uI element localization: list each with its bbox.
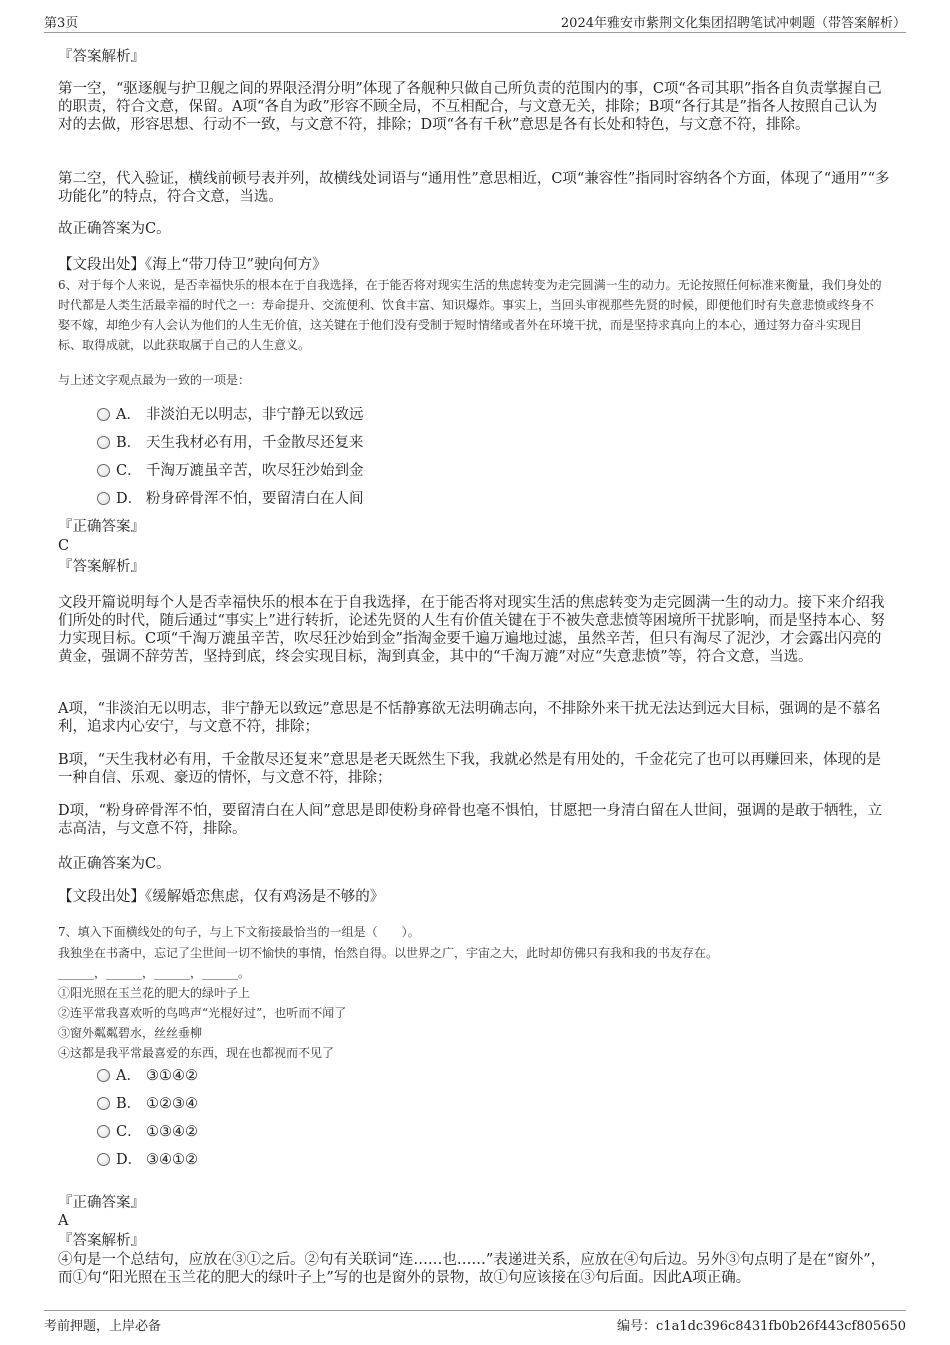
sentence-2: ②连平常我喜欢听的鸟鸣声“光棍好过”，也听而不闻了 — [58, 1006, 347, 1020]
analysis-paragraph: 第二空，代入验证，横线前顿号表并列，故横线处词语与“通用性”意思相近，C项“兼容性”指同时容纳各个方面，体现了“通用”“多功能化”的特点，符合文意，当选。 — [58, 171, 890, 205]
option-b[interactable]: B． ①②③④ — [97, 1095, 198, 1113]
answer-label: 『正确答案』 — [58, 519, 145, 535]
radio-icon[interactable] — [97, 1097, 110, 1110]
option-d[interactable]: D． 粉身碎骨浑不怕，要留清白在人间 — [97, 490, 364, 508]
option-a[interactable]: A． ③①④② — [97, 1067, 198, 1085]
radio-icon[interactable] — [97, 1069, 110, 1082]
answer-value: C — [58, 538, 70, 554]
sentence-3: ③窗外粼粼碧水，丝丝垂柳 — [58, 1026, 203, 1040]
footer-slogan: 考前押题，上岸必备 — [44, 1319, 162, 1334]
answer-label: 『正确答案』 — [58, 1195, 145, 1211]
option-d[interactable]: D． ③④①② — [97, 1151, 198, 1169]
analysis-label: 『答案解析』 — [58, 49, 145, 65]
analysis-paragraph: 第一空，“驱逐舰与护卫舰之间的界限泾渭分明”体现了各舰种只做自己所负责的范围内的事，C项“各司其职”指各自负责掌握自己的职责，符合文意，保留。A项“各自为政”形容不顾全局，不互相配合，与文意无关，排除；B项“各行其是”指各人按照自己认为对的去做，形容思想、行动不一致，与文意不符，排除；D项“各有千秋”意思是各有长处和特色，与文意不符，排除。 — [58, 81, 882, 133]
radio-icon[interactable] — [97, 1153, 110, 1166]
radio-icon[interactable] — [97, 492, 110, 505]
document-title: 2024年雅安市紫荆文化集团招聘笔试冲刺题（带答案解析） — [560, 16, 906, 31]
page-footer — [44, 1310, 906, 1339]
question-prompt: 与上述文字观点最为一致的一项是： — [58, 373, 251, 387]
option-c[interactable]: C． ①③④② — [97, 1123, 198, 1141]
option-b[interactable]: B． 天生我材必有用，千金散尽还复来 — [97, 434, 364, 452]
page-number: 第3页 — [44, 16, 79, 31]
analysis-paragraph: D项，“粉身碎骨浑不怕，要留清白在人间”意思是即使粉身碎骨也毫不惧怕，甘愿把一身清白留在人世间，强调的是敢于牺牲，立志高洁，与文意不符，排除。 — [58, 803, 882, 837]
sentence-4: ④这都是我平常最喜爱的东西，现在也都视而不见了 — [58, 1046, 335, 1060]
conclusion: 故正确答案为C。 — [58, 221, 171, 237]
conclusion: 故正确答案为C。 — [58, 856, 171, 872]
document-id: 编号：c1a1dc396c8431fb0b26f443cf805650 — [617, 1319, 906, 1334]
analysis-label: 『答案解析』 — [58, 559, 145, 575]
radio-icon[interactable] — [97, 464, 110, 477]
answer-value: A — [58, 1213, 69, 1229]
analysis-paragraph: B项，“天生我材必有用，千金散尽还复来”意思是老天既然生下我，我就必然是有用处的，千金花完了也可以再赚回来，体现的是一种自信、乐观、豪迈的情怀，与文意不符，排除； — [58, 752, 881, 786]
passage-source: 【文段出处】《海上“带刀侍卫”驶向何方》 — [58, 257, 327, 273]
radio-icon[interactable] — [97, 436, 110, 449]
blank-lines: ______，______，______，______。 — [58, 966, 251, 980]
radio-icon[interactable] — [97, 1125, 110, 1138]
question-stem: 7、填入下面横线处的句子，与上下文衔接最恰当的一组是（ ）。 — [58, 925, 420, 939]
analysis-paragraph: A项，“非淡泊无以明志，非宁静无以致远”意思是不恬静寡欲无法明确志向，不排除外来干扰无法达到远大目标，强调的是不慕名利，追求内心安宁，与文意不符，排除； — [58, 701, 881, 735]
sentence-1: ①阳光照在玉兰花的肥大的绿叶子上 — [58, 986, 251, 1000]
analysis-paragraph: 文段开篇说明每个人是否幸福快乐的根本在于自我选择，在于能否将对现实生活的焦虑转变为走完圆满一生的动力。接下来介绍我们所处的时代，随后通过“事实上”进行转折，论述先贤的人生有价值关键在于不被失意悲愤等困境所干扰影响，而是坚持本心、努力实现目标。C项“千淘万漉虽辛苦，吹尽狂沙始到金”指淘金要千遍万遍地过滤，虽然辛苦，但只有淘尽了泥沙，才会露出闪亮的黄金，强调不辞劳苦，坚持到底，终会实现目标，淘到真金，其中的“千淘万漉”对应“失意悲愤”等，符合文意，当选。 — [58, 595, 885, 665]
passage-source: 【文段出处】《缓解婚恋焦虑，仅有鸡汤是不够的》 — [58, 889, 385, 905]
question-passage: 我独坐在书斋中，忘记了尘世间一切不愉快的事情，怡然自得。以世界之广，宇宙之大，此时却仿佛只有我和我的书友存在。 — [58, 946, 719, 960]
question-stem: 6、对于每个人来说，是否幸福快乐的根本在于自我选择，在于能否将对现实生活的焦虑转变为走完圆满一生的动力。无论按照任何标准来衡量，我们身处的时代都是人类生活最幸福的时代之一：寿命提升、交流便利、饮食丰富、知识爆炸。事实上，当回头审视那些先贤的时候，即便他们时有失意悲愤或终身不娶不嫁，却绝少有人会认为他们的人生无价值，这关键在于他们没有受制于短时情绪或者外在环境干扰，而是坚持求真向上的本心，通过努力奋斗实现目标、取得成就，以此获取属于自己的人生意义。 — [58, 278, 882, 352]
analysis-paragraph: ④句是一个总结句，应放在③①之后。②句有关联词“连……也……”表递进关系，应放在④句后边。另外③句点明了是在“窗外”，而①句“阳光照在玉兰花的肥大的绿叶子上”写的也是窗外的景物，故①句应该接在③句后面。因此A项正确。 — [58, 1252, 886, 1286]
radio-icon[interactable] — [97, 408, 110, 421]
page-header — [44, 12, 906, 33]
analysis-label: 『答案解析』 — [58, 1233, 145, 1249]
option-a[interactable]: A． 非淡泊无以明志，非宁静无以致远 — [97, 406, 364, 424]
option-c[interactable]: C． 千淘万漉虽辛苦，吹尽狂沙始到金 — [97, 462, 364, 480]
